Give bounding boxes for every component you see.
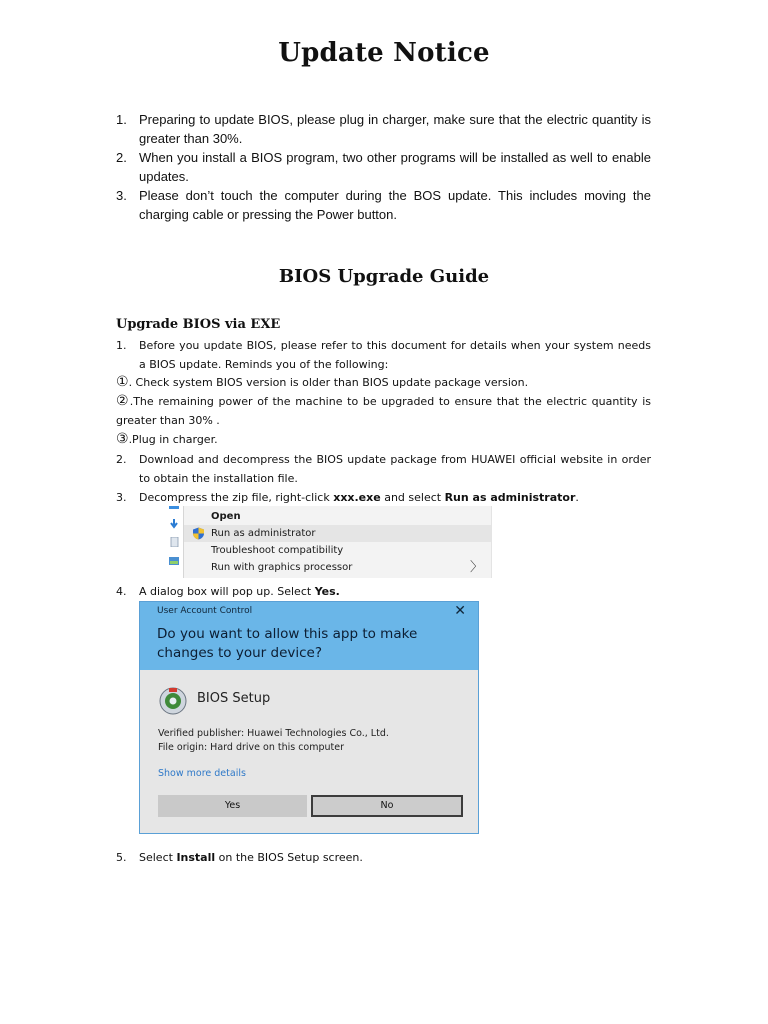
step-text: [139, 582, 651, 601]
reminder-2: [116, 392, 651, 430]
reminder-text: . Check system BIOS version is older than BIOS update package version.: [128, 376, 529, 389]
notice-text: When you install a BIOS program, two other programs will be installed as well to enable updates.: [139, 150, 651, 184]
chevron-right-icon: 〉: [469, 560, 483, 575]
context-menu-screenshot: [165, 506, 492, 578]
bios-setup-app-icon: [158, 686, 188, 716]
reminder-3: [116, 430, 651, 449]
notice-list: [116, 110, 651, 224]
document-icon: [168, 537, 180, 547]
no-button[interactable]: No: [311, 795, 463, 817]
image-icon: [168, 556, 180, 566]
step-text-part: .: [575, 491, 579, 504]
origin-text: File origin: Hard drive on this computer: [158, 742, 345, 753]
step-text-part: on the BIOS Setup screen.: [215, 851, 363, 864]
list-number: 2.: [116, 150, 127, 165]
step-text-part: Decompress the zip file, right-click: [139, 491, 334, 504]
step-text: [139, 848, 651, 867]
reminder-text: .Plug in charger.: [128, 433, 218, 446]
action-name: Run as administrator: [444, 491, 576, 504]
menu-item-troubleshoot-compatibility[interactable]: [184, 542, 491, 559]
circled-number: ②: [116, 393, 130, 409]
folder-icon: [168, 506, 180, 516]
uac-dialog-screenshot: [139, 601, 479, 834]
action-name: Yes.: [314, 585, 340, 598]
file-icon-strip: [165, 506, 183, 578]
menu-item-label: Open: [211, 511, 241, 522]
download-icon: [168, 519, 180, 529]
app-metadata: [158, 727, 389, 755]
menu-item-label: Run with graphics processor: [211, 562, 353, 573]
step-text-part: Select: [139, 851, 177, 864]
step-text: Download and decompress the BIOS update package from HUAWEI official website in order to obtain the installation file.: [139, 453, 651, 485]
notice-text: Preparing to update BIOS, please plug in charger, make sure that the electric quantity is greater than 30%.: [139, 112, 651, 146]
reminder-text: .The remaining power of the machine to be upgraded to ensure that the electric quantity is greater than 30% .: [116, 395, 651, 427]
list-number: 3.: [116, 188, 127, 203]
notice-item: [116, 148, 651, 186]
list-number: 5.: [116, 851, 127, 864]
list-number: 3.: [116, 491, 127, 504]
step-2: [116, 450, 651, 488]
step-text: Before you update BIOS, please refer to this document for details when your system needs a BIOS update. Reminds you of the following:: [139, 339, 651, 371]
step-4: [116, 582, 651, 601]
list-number: 4.: [116, 585, 127, 598]
menu-item-run-as-administrator[interactable]: [184, 525, 491, 542]
notice-item: [116, 110, 651, 148]
circled-number: ③: [116, 431, 129, 447]
step-text-part: A dialog box will pop up. Select: [139, 585, 315, 598]
menu-item-label: Run as administrator: [211, 528, 316, 539]
notice-text: Please don’t touch the computer during the BOS update. This includes moving the charging cable or pressing the Power button.: [139, 188, 651, 222]
reminder-1: [116, 373, 651, 392]
list-number: 1.: [116, 112, 127, 127]
step-text-part: and select: [380, 491, 445, 504]
circled-number: ①: [116, 374, 129, 390]
step-text: [139, 488, 651, 507]
show-more-details-link[interactable]: Show more details: [158, 768, 246, 779]
yes-button[interactable]: Yes: [158, 795, 307, 817]
action-name: Install: [176, 851, 216, 864]
page-title: Update Notice: [278, 38, 490, 68]
menu-item-label: Troubleshoot compatibility: [211, 545, 344, 556]
list-number: 1.: [116, 339, 127, 352]
dialog-question: Do you want to allow this app to make changes to your device?: [157, 626, 418, 661]
close-icon[interactable]: ✕: [454, 603, 466, 619]
guide-title: BIOS Upgrade Guide: [278, 266, 490, 287]
step-5: [116, 848, 651, 867]
file-name: xxx.exe: [333, 491, 381, 504]
section-heading: Upgrade BIOS via EXE: [116, 317, 281, 332]
publisher-text: Verified publisher: Huawei Technologies Co., Ltd.: [158, 728, 389, 739]
dialog-title: User Account Control: [157, 606, 253, 616]
list-number: 2.: [116, 453, 127, 466]
notice-item: [116, 186, 651, 224]
step-3: [116, 488, 651, 507]
menu-item-run-with-graphics-processor[interactable]: [184, 559, 491, 576]
app-name: BIOS Setup: [197, 691, 271, 706]
menu-item-open[interactable]: [184, 508, 491, 525]
uac-shield-icon: [192, 527, 205, 540]
step-1: [116, 336, 651, 374]
